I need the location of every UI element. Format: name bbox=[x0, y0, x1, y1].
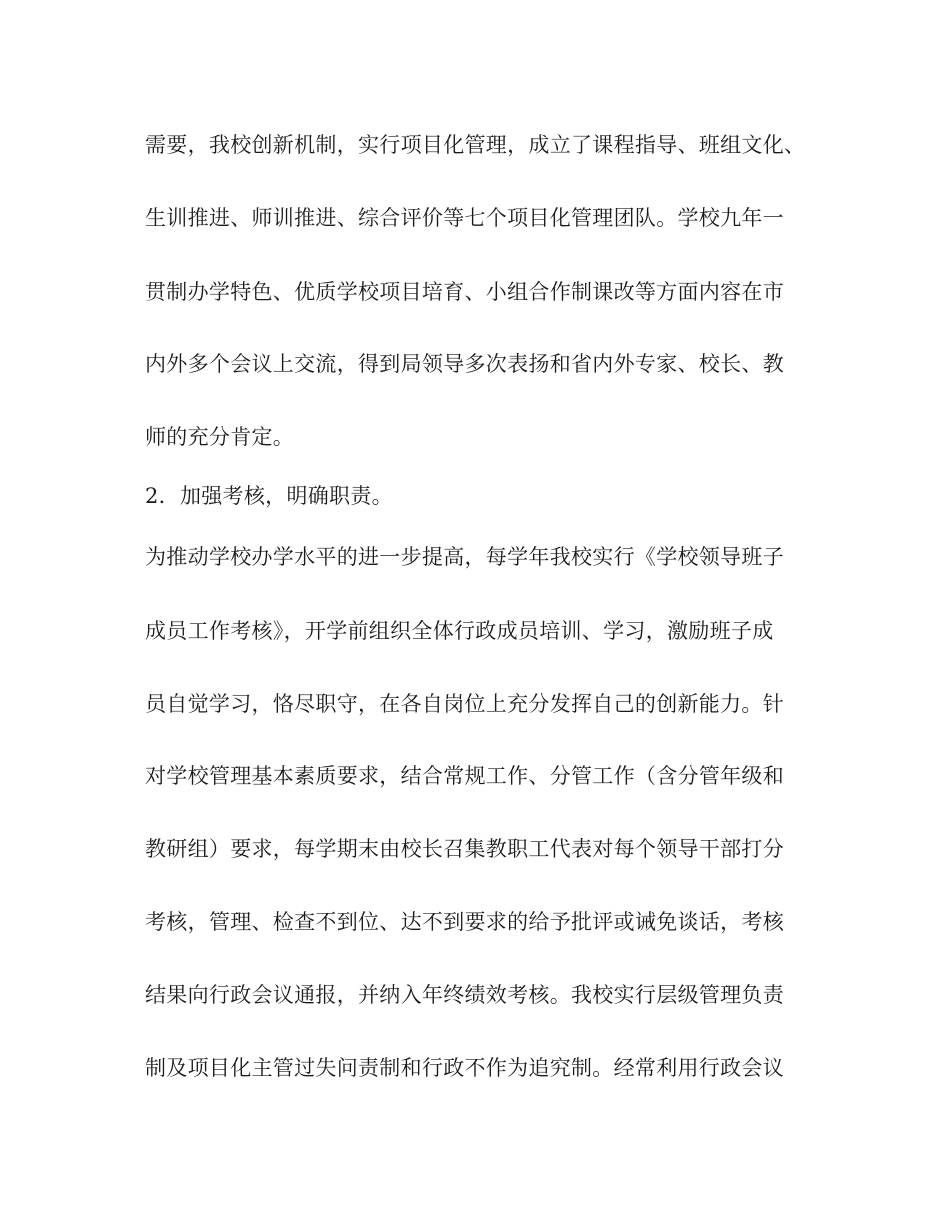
text-line: 为推动学校办学水平的进一步提高，每学年我校实行《学校领导班子 bbox=[145, 545, 784, 569]
text-line: 成员工作考核》，开学前组织全体行政成员培训、学习，激励班子成 bbox=[145, 619, 774, 643]
text-line: 教研组）要求，每学期末由校长召集教职工代表对每个领导干部打分 bbox=[145, 837, 784, 861]
text-line: 员自觉学习，恪尽职守，在各自岗位上充分发挥自己的创新能力。针 bbox=[145, 692, 784, 716]
text-line: 生训推进、师训推进、综合评价等七个项目化管理团队。学校九年一 bbox=[145, 206, 784, 230]
text-line: 制及项目化主管过失问责制和行政不作为追究制。经常利用行政会议 bbox=[145, 1056, 784, 1080]
text-line: 贯制办学特色、优质学校项目培育、小组合作制课改等方面内容在市 bbox=[145, 280, 784, 304]
section-heading: 2．加强考核，明确职责。 bbox=[145, 484, 393, 508]
text-line: 结果向行政会议通报，并纳入年终绩效考核。我校实行层级管理负责 bbox=[145, 983, 784, 1007]
text-line: 师的充分肯定。 bbox=[145, 425, 295, 449]
text-line: 考核，管理、检查不到位、达不到要求的给予批评或诫免谈话，考核 bbox=[145, 910, 784, 934]
text-line: 内外多个会议上交流，得到局领导多次表扬和省内外专家、校长、教 bbox=[145, 352, 784, 376]
text-line: 需要，我校创新机制，实行项目化管理，成立了课程指导、班组文化、 bbox=[145, 133, 806, 157]
text-line: 对学校管理基本素质要求，结合常规工作、分管工作（含分管年级和 bbox=[145, 764, 784, 788]
